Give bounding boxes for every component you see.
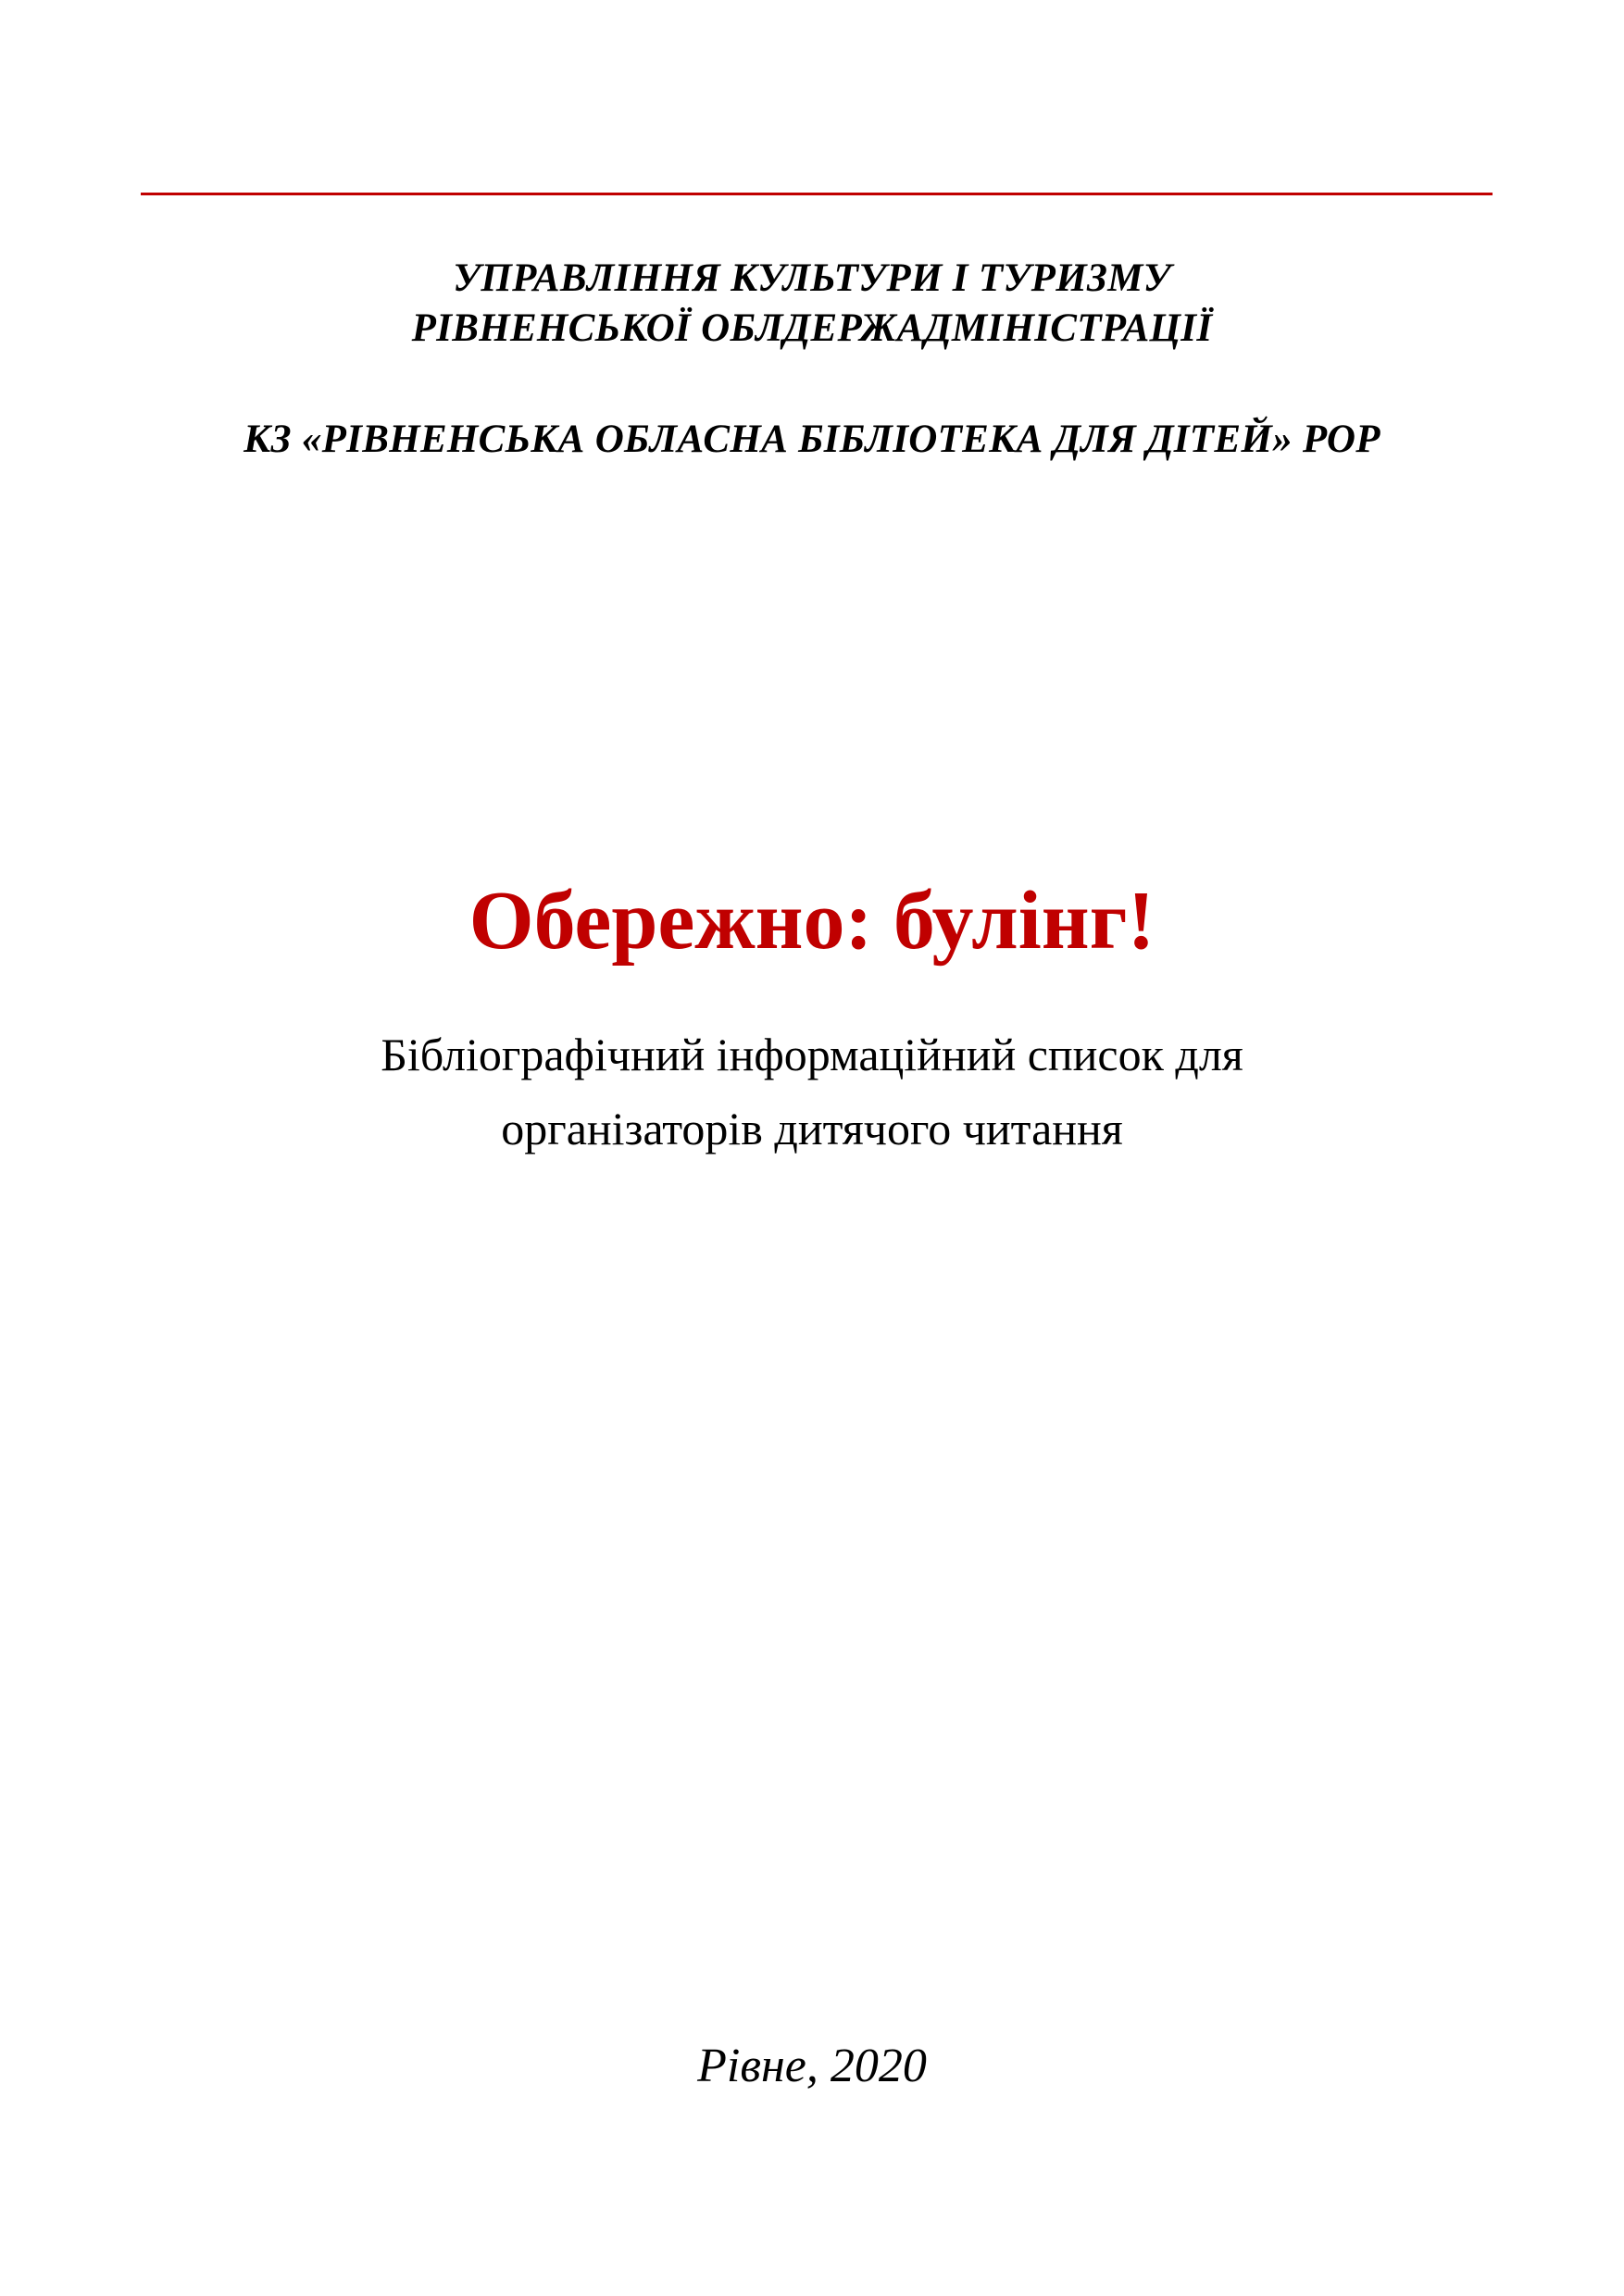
subtitle-line-2: організаторів дитячого читання <box>501 1103 1123 1154</box>
subtitle-line-1: Бібліографічний інформаційний список для <box>381 1029 1243 1080</box>
header-line-1: УПРАВЛІННЯ КУЛЬТУРИ І ТУРИЗМУ <box>453 256 1171 300</box>
top-red-rule <box>141 193 1493 195</box>
document-title: Обережно: булінг! <box>468 875 1156 967</box>
header-line-2: РІВНЕНСЬКОЇ ОБЛДЕРЖАДМІНІСТРАЦІЇ <box>411 306 1213 350</box>
header-institution: КЗ «РІВНЕНСЬКА ОБЛАСНА БІБЛІОТЕКА ДЛЯ ДІТЕЙ» РОР <box>244 418 1380 461</box>
footer-place-year: Рівне, 2020 <box>697 2040 927 2092</box>
